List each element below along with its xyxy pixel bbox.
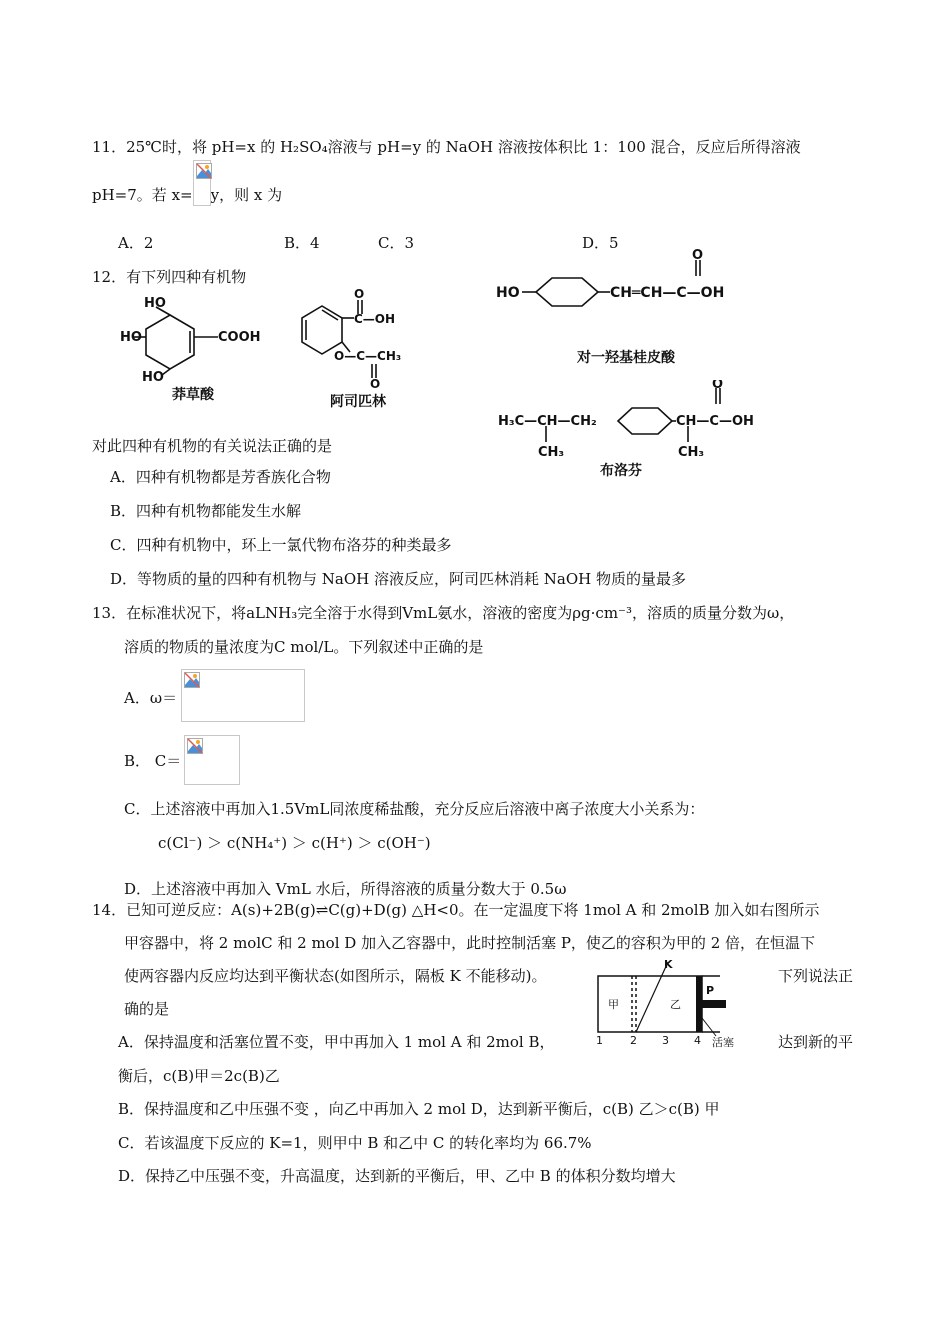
hydroxycinnamic-acid-structure bbox=[496, 248, 756, 308]
hydroxycinnamic-acid-caption: 对一羟基桂皮酸 bbox=[577, 350, 675, 366]
m1-ho1: HO bbox=[144, 296, 166, 311]
q12-option-c: C．四种有机物中，环上一氯代物布洛芬的种类最多 bbox=[110, 536, 452, 554]
q13-option-a: A．ω＝ bbox=[124, 689, 178, 707]
m4-right-chain: CH—C—OH bbox=[676, 414, 754, 429]
q14-line4: 确的是 bbox=[124, 1000, 170, 1018]
q12-question: 对此四种有机物的有关说法正确的是 bbox=[92, 437, 333, 455]
broken-image-icon bbox=[184, 735, 240, 785]
q11-line2-post: y，则 x 为 bbox=[210, 186, 283, 204]
m2-o-top: O bbox=[354, 287, 365, 301]
q13-line1: 13．在标准状况下，将aLNH₃完全溶于水得到VmL氨水，溶液的密度为ρg·cm⁻³，溶质的质量分数为ω， bbox=[92, 604, 795, 622]
m4-o: O bbox=[712, 380, 724, 392]
container-apparatus-figure bbox=[590, 958, 772, 1050]
m3-chain: CH═CH—C—OH bbox=[610, 285, 725, 301]
q11-option-b: B．4 bbox=[284, 234, 320, 252]
fig-n1: 1 bbox=[596, 1034, 603, 1047]
q14-line1: 14．已知可逆反应：A(s)+2B(g)⇌C(g)+D(g) △H<0。在一定温度下将 1mol A 和 2molB 加入如右图所示 bbox=[92, 901, 820, 919]
fig-k-label: K bbox=[664, 958, 673, 971]
m1-ho2: HO bbox=[120, 330, 142, 345]
q14-line3a: 使两容器内反应均达到平衡状态(如图所示，隔板 K 不能移动)。 bbox=[124, 967, 547, 985]
broken-image-icon bbox=[193, 160, 211, 206]
m2-c-oh: C—OH bbox=[354, 312, 396, 326]
m1-ho3: HO bbox=[142, 370, 164, 383]
fig-yi-label: 乙 bbox=[670, 998, 681, 1011]
q14-option-a-line2: 衡后，c(B)甲＝2c(B)乙 bbox=[118, 1067, 280, 1085]
q11-line2-pre: pH=7。若 x= bbox=[92, 186, 193, 204]
q13-option-b: B． C＝ bbox=[124, 752, 182, 770]
m3-o: O bbox=[692, 248, 704, 263]
m4-ch3-b: CH₃ bbox=[678, 445, 705, 460]
m3-ho: HO bbox=[496, 285, 520, 301]
q11-line1: 11．25℃时，将 pH=x 的 H₂SO₄溶液与 pH=y 的 NaOH 溶液按体积比 1：100 混合，反应后所得溶液 bbox=[92, 138, 801, 156]
m2-o-bottom: O bbox=[370, 377, 381, 391]
q11-option-d: D．5 bbox=[582, 234, 619, 252]
m4-left-chain: H₃C—CH—CH₂ bbox=[498, 414, 597, 429]
q11-option-a: A．2 bbox=[118, 234, 154, 252]
q12-option-b: B．四种有机物都能发生水解 bbox=[110, 502, 302, 520]
q14-option-c: C．若该温度下反应的 K=1，则甲中 B 和乙中 C 的转化率均为 66.7% bbox=[118, 1134, 592, 1152]
fig-piston-label: 活塞 bbox=[712, 1036, 734, 1049]
q11-line2 bbox=[92, 185, 282, 206]
q13-line2: 溶质的物质的量浓度为C mol/L。下列叙述中正确的是 bbox=[124, 638, 484, 656]
ibuprofen-structure bbox=[496, 380, 766, 460]
shikimic-acid-structure bbox=[120, 293, 270, 383]
fig-n3: 3 bbox=[662, 1034, 669, 1047]
ibuprofen-caption: 布洛芬 bbox=[600, 463, 642, 479]
q14-option-b: B．保持温度和乙中压强不变 ，向乙中再加入 2 mol D，达到新平衡后，c(B) 乙＞c(B) 甲 bbox=[118, 1100, 720, 1118]
q11-option-c: C．3 bbox=[378, 234, 415, 252]
m1-cooh: COOH bbox=[218, 330, 261, 345]
fig-n4: 4 bbox=[694, 1034, 701, 1047]
q12-stem: 12．有下列四种有机物 bbox=[92, 268, 247, 286]
aspirin-structure bbox=[292, 286, 417, 391]
q14-option-a-line1: A．保持温度和活塞位置不变，甲中再加入 1 mol A 和 2mol B， bbox=[118, 1033, 555, 1051]
aspirin-caption: 阿司匹林 bbox=[330, 394, 386, 410]
m4-ch3-a: CH₃ bbox=[538, 445, 565, 460]
fig-jia-label: 甲 bbox=[608, 998, 619, 1011]
q13-option-c-line2: c(Cl⁻) ＞ c(NH₄⁺) ＞ c(H⁺) ＞ c(OH⁻) bbox=[158, 834, 431, 852]
shikimic-acid-caption: 莽草酸 bbox=[172, 387, 214, 403]
m2-o-c-ch3: O—C—CH₃ bbox=[334, 349, 402, 363]
q12-option-d: D．等物质的量的四种有机物与 NaOH 溶液反应，阿司匹林消耗 NaOH 物质的量最多 bbox=[110, 570, 686, 588]
q14-line3b: 下列说法正 bbox=[778, 967, 854, 985]
fig-n2: 2 bbox=[630, 1034, 637, 1047]
q12-option-a: A．四种有机物都是芳香族化合物 bbox=[110, 468, 331, 486]
q14-line2: 甲容器中，将 2 molC 和 2 mol D 加入乙容器中，此时控制活塞 P，使乙的容积为甲的 2 倍，在恒温下 bbox=[124, 934, 816, 952]
fig-p-label: P bbox=[706, 984, 715, 997]
q13-option-c-line1: C．上述溶液中再加入1.5VmL同浓度稀盐酸，充分反应后溶液中离子浓度大小关系为： bbox=[124, 800, 705, 818]
q14-option-a-line1b: 达到新的平 bbox=[778, 1033, 854, 1051]
q14-option-d: D．保持乙中压强不变，升高温度，达到新的平衡后，甲、乙中 B 的体积分数均增大 bbox=[118, 1167, 676, 1185]
broken-image-icon bbox=[181, 669, 305, 722]
q13-option-d: D．上述溶液中再加入 VmL 水后，所得溶液的质量分数大于 0.5ω bbox=[124, 880, 567, 898]
